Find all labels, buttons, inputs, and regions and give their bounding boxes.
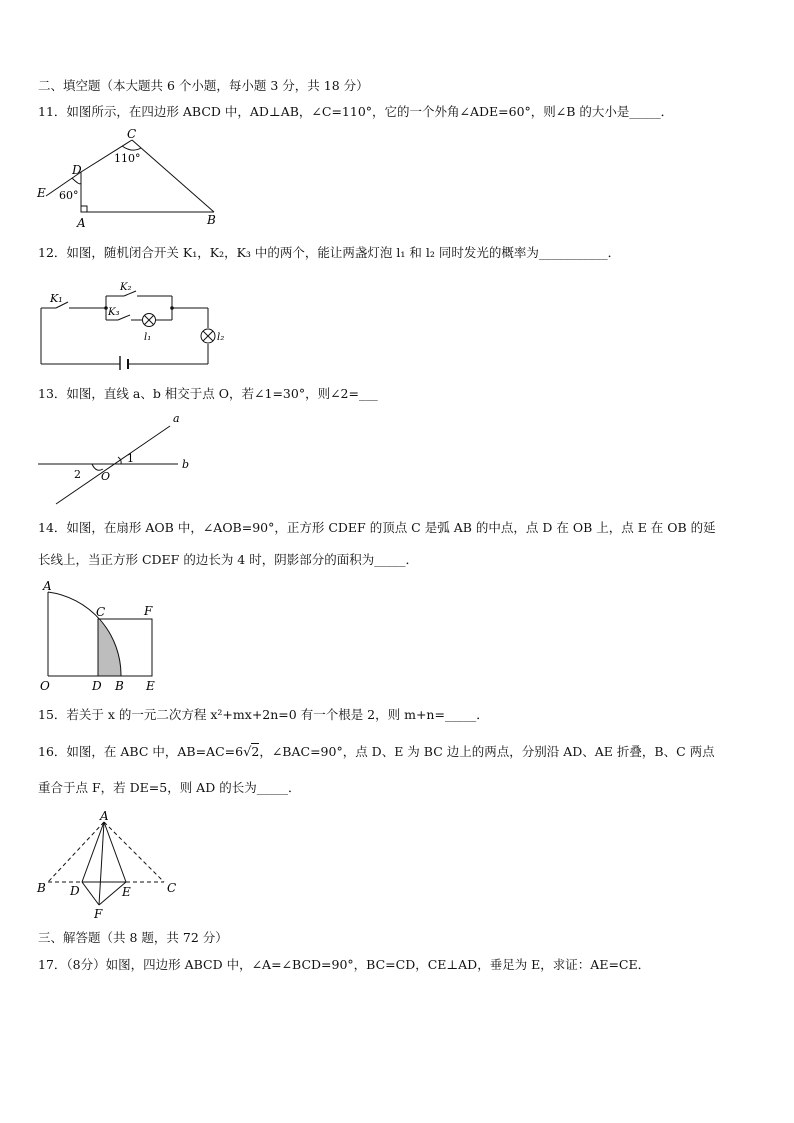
question-15-text: 15．若关于 x 的一元二次方程 x²+mx+2n=0 有一个根是 2，则 m+n=_____． xyxy=(38,707,489,722)
label-K2: K₂ xyxy=(120,282,132,293)
question-16-text-part-b: ，∠BAC=90°，点 D、E 为 BC 边上的两点，分别沿 AD、AE 折叠，B、C 两点 xyxy=(259,744,715,759)
label-B: B xyxy=(37,881,46,895)
section-heading-fill-in: 二、填空题（本大题共 6 个小题，每小题 3 分，共 18 分） xyxy=(38,78,369,93)
label-l1: l₁ xyxy=(144,332,152,343)
label-C: C xyxy=(127,127,137,141)
question-17-text: 17．（8分）如图，四边形 ABCD 中，∠A=∠BCD=90°，BC=CD，CE⊥AD，垂足为 E，求证：AE=CE． xyxy=(38,957,651,972)
sqrt-radicand: 2 xyxy=(251,744,260,759)
label-A: A xyxy=(77,216,86,230)
question-16-text-part-a: 16．如图，在 ABC 中，AB=AC=6 xyxy=(38,744,244,759)
figure-q11-quadrilateral xyxy=(34,126,224,232)
question-11-text: 11．如图所示，在四边形 ABCD 中，AD⊥AB，∠C=110°，它的一个外角∠ADE=60°，则∠B 的大小是_____． xyxy=(38,104,674,119)
label-line-b: b xyxy=(182,458,190,471)
label-B: B xyxy=(207,213,216,227)
label-O: O xyxy=(101,470,111,483)
label-E: E xyxy=(146,679,155,693)
sqrt-symbol: √ xyxy=(243,745,252,760)
label-angle-2: 2 xyxy=(74,468,81,481)
label-A: A xyxy=(43,579,52,593)
label-E: E xyxy=(122,885,131,899)
question-13-text: 13．如图，直线 a、b 相交于点 O，若∠1=30°，则∠2=___ xyxy=(38,386,378,401)
label-C: C xyxy=(167,881,177,895)
label-angle-1: 1 xyxy=(127,452,134,465)
question-14-text-line1: 14．如图，在扇形 AOB 中，∠AOB=90°，正方形 CDEF 的顶点 C 是弧 AB 的中点，点 D 在 OB 上，点 E 在 OB 的延 xyxy=(38,520,716,535)
section-heading-solutions: 三、解答题（共 8 题，共 72 分） xyxy=(38,930,228,945)
label-K1: K₁ xyxy=(50,292,63,305)
question-16-text-line2: 重合于点 F，若 DE=5，则 AD 的长为_____． xyxy=(38,780,301,795)
figure-q14-sector-square xyxy=(34,578,164,694)
label-O: O xyxy=(40,679,50,693)
label-F: F xyxy=(94,907,103,921)
label-D: D xyxy=(70,884,80,898)
figure-q12-circuit xyxy=(36,280,236,370)
question-12-text: 12．如图，随机闭合开关 K₁，K₂，K₃ 中的两个，能让两盏灯泡 l₁ 和 l₂ 同时发光的概率为___________． xyxy=(38,245,621,260)
label-B: B xyxy=(115,679,124,693)
label-angle-60: 60° xyxy=(59,189,79,202)
label-line-a: a xyxy=(173,412,180,425)
label-D: D xyxy=(92,679,102,693)
label-F: F xyxy=(144,604,153,618)
label-C: C xyxy=(96,605,106,619)
figure-q13-intersecting-lines xyxy=(36,408,201,510)
label-E: E xyxy=(37,186,46,200)
question-14-text-line2: 长线上，当正方形 CDEF 的边长为 4 时，阴影部分的面积为_____． xyxy=(38,552,418,567)
label-D: D xyxy=(72,163,82,177)
question-16-text-line1 xyxy=(38,744,715,761)
figure-q16-folding xyxy=(34,808,184,922)
label-A: A xyxy=(100,809,109,823)
label-l2: l₂ xyxy=(217,332,225,343)
label-K3: K₃ xyxy=(108,307,120,318)
label-angle-110: 110° xyxy=(114,152,141,165)
